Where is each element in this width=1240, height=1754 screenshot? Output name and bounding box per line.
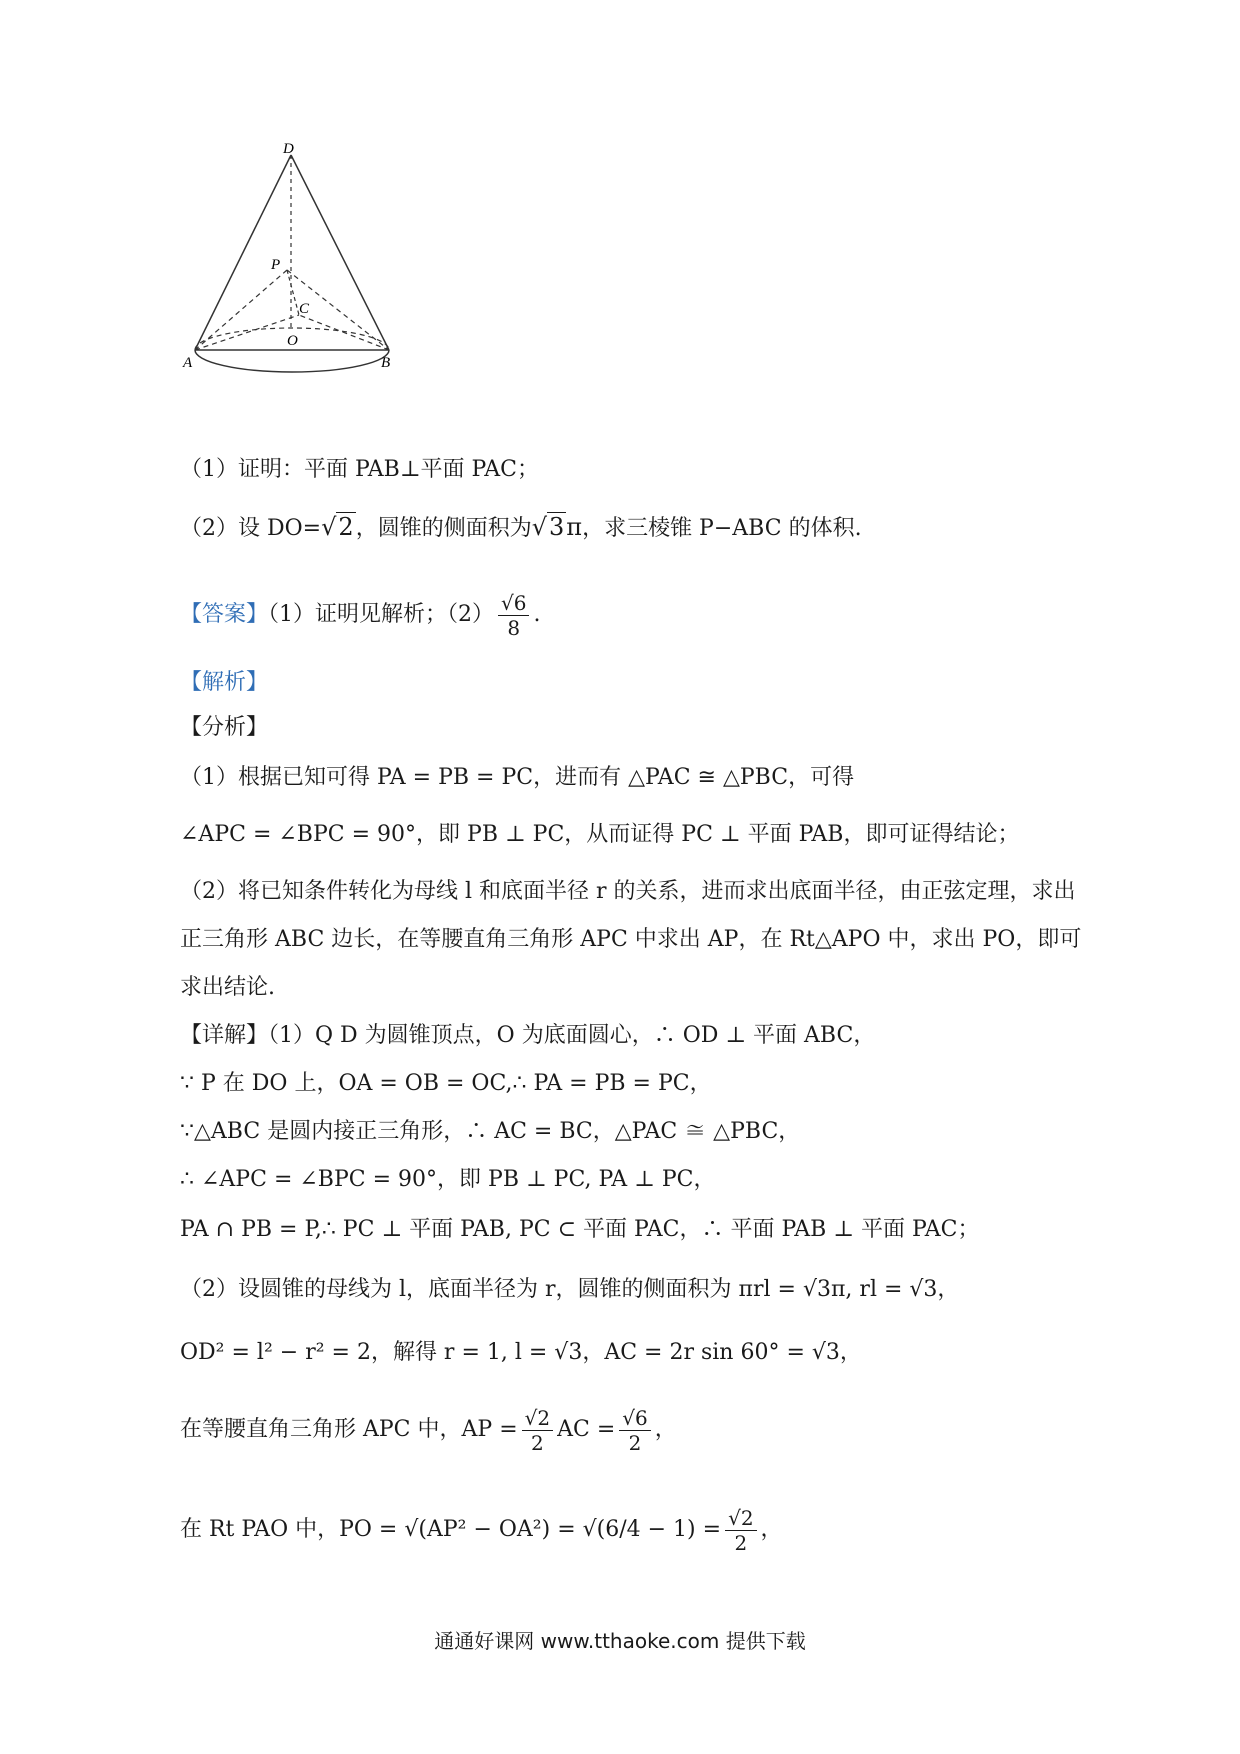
cone-edge-da <box>195 155 291 350</box>
question-2-suffix: ，求三棱锥 P−ABC 的体积. <box>582 516 862 541</box>
frac-sqrt2-den: 2 <box>531 1430 544 1455</box>
question-2-prefix: （2）设 DO= <box>180 516 322 541</box>
frac-sqrt6-den: 2 <box>628 1430 642 1455</box>
frac-po-num: √2 <box>725 1506 756 1531</box>
frac-sqrt2-over-2 <box>522 1406 553 1455</box>
answer-tag: 【答案】 <box>180 602 269 627</box>
detail-l1-text: （1）Q D 为圆锥顶点，O 为底面圆心，∴ OD ⊥ 平面 ABC， <box>268 1023 876 1048</box>
answer-fraction <box>498 591 529 640</box>
detail-line-3: ∵△ABC 是圆内接正三角形，∴ AC = BC，△PAC ≅ △PBC， <box>180 1119 801 1144</box>
question-1: （1）证明：平面 PAB⊥平面 PAC； <box>180 457 540 482</box>
label-a: A <box>183 355 193 371</box>
detail-line-7: OD² = l² − r² = 2，解得 r = 1, l = √3，AC = 2r sin 60° = √3， <box>180 1340 862 1365</box>
label-b: B <box>381 355 391 371</box>
edge-bc <box>299 315 389 350</box>
answer-frac-den: 8 <box>507 615 521 640</box>
frac-sqrt6-num: √6 <box>619 1406 650 1431</box>
question-2-middle: ，圆锥的侧面积为 <box>355 516 532 541</box>
frac-sqrt2-num: √2 <box>522 1406 553 1431</box>
detail-l9-prefix: 在 Rt PAO 中，PO = √(AP² − OA²) = √(6/4 − 1) = <box>180 1517 722 1542</box>
detail-l8-prefix: 在等腰直角三角形 APC 中，AP = <box>180 1417 518 1442</box>
fenxi-line-1: （1）根据已知可得 PA = PB = PC，进而有 △PAC ≅ △PBC，可得 <box>180 765 855 790</box>
detail-line-8: 在等腰直角三角形 APC 中，AP = $\frac{√2}{2}$ AC = $\frac{√6}{2}$ ， <box>180 1405 677 1455</box>
fenxi-line-5: 求出结论. <box>180 975 275 1000</box>
question-2 <box>180 512 862 544</box>
label-o: O <box>287 333 298 349</box>
detail-line-4: ∴ ∠APC = ∠BPC = 90°，即 PB ⊥ PC, PA ⊥ PC， <box>180 1167 716 1192</box>
footer-text: 通通好课网 www.tthaoke.com 提供下载 <box>434 1629 806 1653</box>
detail-line-9: 在 Rt PAO 中，PO = √(AP² − OA²) = √(6/4 − 1) = $\frac{√2}{2}$ ， <box>180 1505 783 1555</box>
edge-pa <box>195 270 287 350</box>
detail-l8-mid: AC = <box>557 1417 616 1442</box>
fenxi-line-3: （2）将已知条件转化为母线 l 和底面半径 r 的关系，进而求出底面半径，由正弦定理，求出 <box>180 879 1076 904</box>
cone-edge-db <box>291 155 389 350</box>
detail-tag: 【详解】 <box>180 1023 269 1048</box>
frac-sqrt6-over-2 <box>619 1406 650 1455</box>
detail-line-1 <box>180 1021 875 1051</box>
detail-line-2: ∵ P 在 DO 上，OA = OB = OC,∴ PA = PB = PC， <box>180 1071 712 1096</box>
edge-pc <box>287 270 299 315</box>
detail-line-5: PA ∩ PB = P,∴ PC ⊥ 平面 PAB, PC ⊂ 平面 PAC，∴ 平面 PAB ⊥ 平面 PAC； <box>180 1217 980 1242</box>
fenxi-line-2: ∠APC = ∠BPC = 90°，即 PB ⊥ PC，从而证得 PC ⊥ 平面 PAB，即可证得结论； <box>180 822 1020 847</box>
analysis-tag: 【解析】 <box>180 670 269 695</box>
fenxi-line-4: 正三角形 ABC 边长，在等腰直角三角形 APC 中求出 AP，在 Rt△APO 中，求出 PO，即可 <box>180 927 1082 952</box>
label-p: P <box>271 257 281 273</box>
answer-line <box>180 585 540 645</box>
label-d: D <box>283 141 294 157</box>
frac-po-den: 2 <box>734 1530 748 1555</box>
edge-ac <box>195 315 299 350</box>
sqrt3pi-value: √3π <box>531 513 583 541</box>
sqrt2-value: √2 <box>321 513 354 541</box>
cone-figure <box>183 141 455 425</box>
fenxi-tag: 【分析】 <box>180 715 269 740</box>
frac-po-result <box>725 1506 756 1555</box>
base-ellipse-front <box>195 350 389 372</box>
answer-text: （1）证明见解析；（2） <box>268 602 495 627</box>
detail-line-6: （2）设圆锥的母线为 l，底面半径为 r，圆锥的侧面积为 πrl = √3π, rl = √3， <box>180 1277 960 1302</box>
label-c: C <box>299 301 310 317</box>
answer-frac-num: √6 <box>498 591 529 616</box>
answer-end: . <box>533 602 541 627</box>
